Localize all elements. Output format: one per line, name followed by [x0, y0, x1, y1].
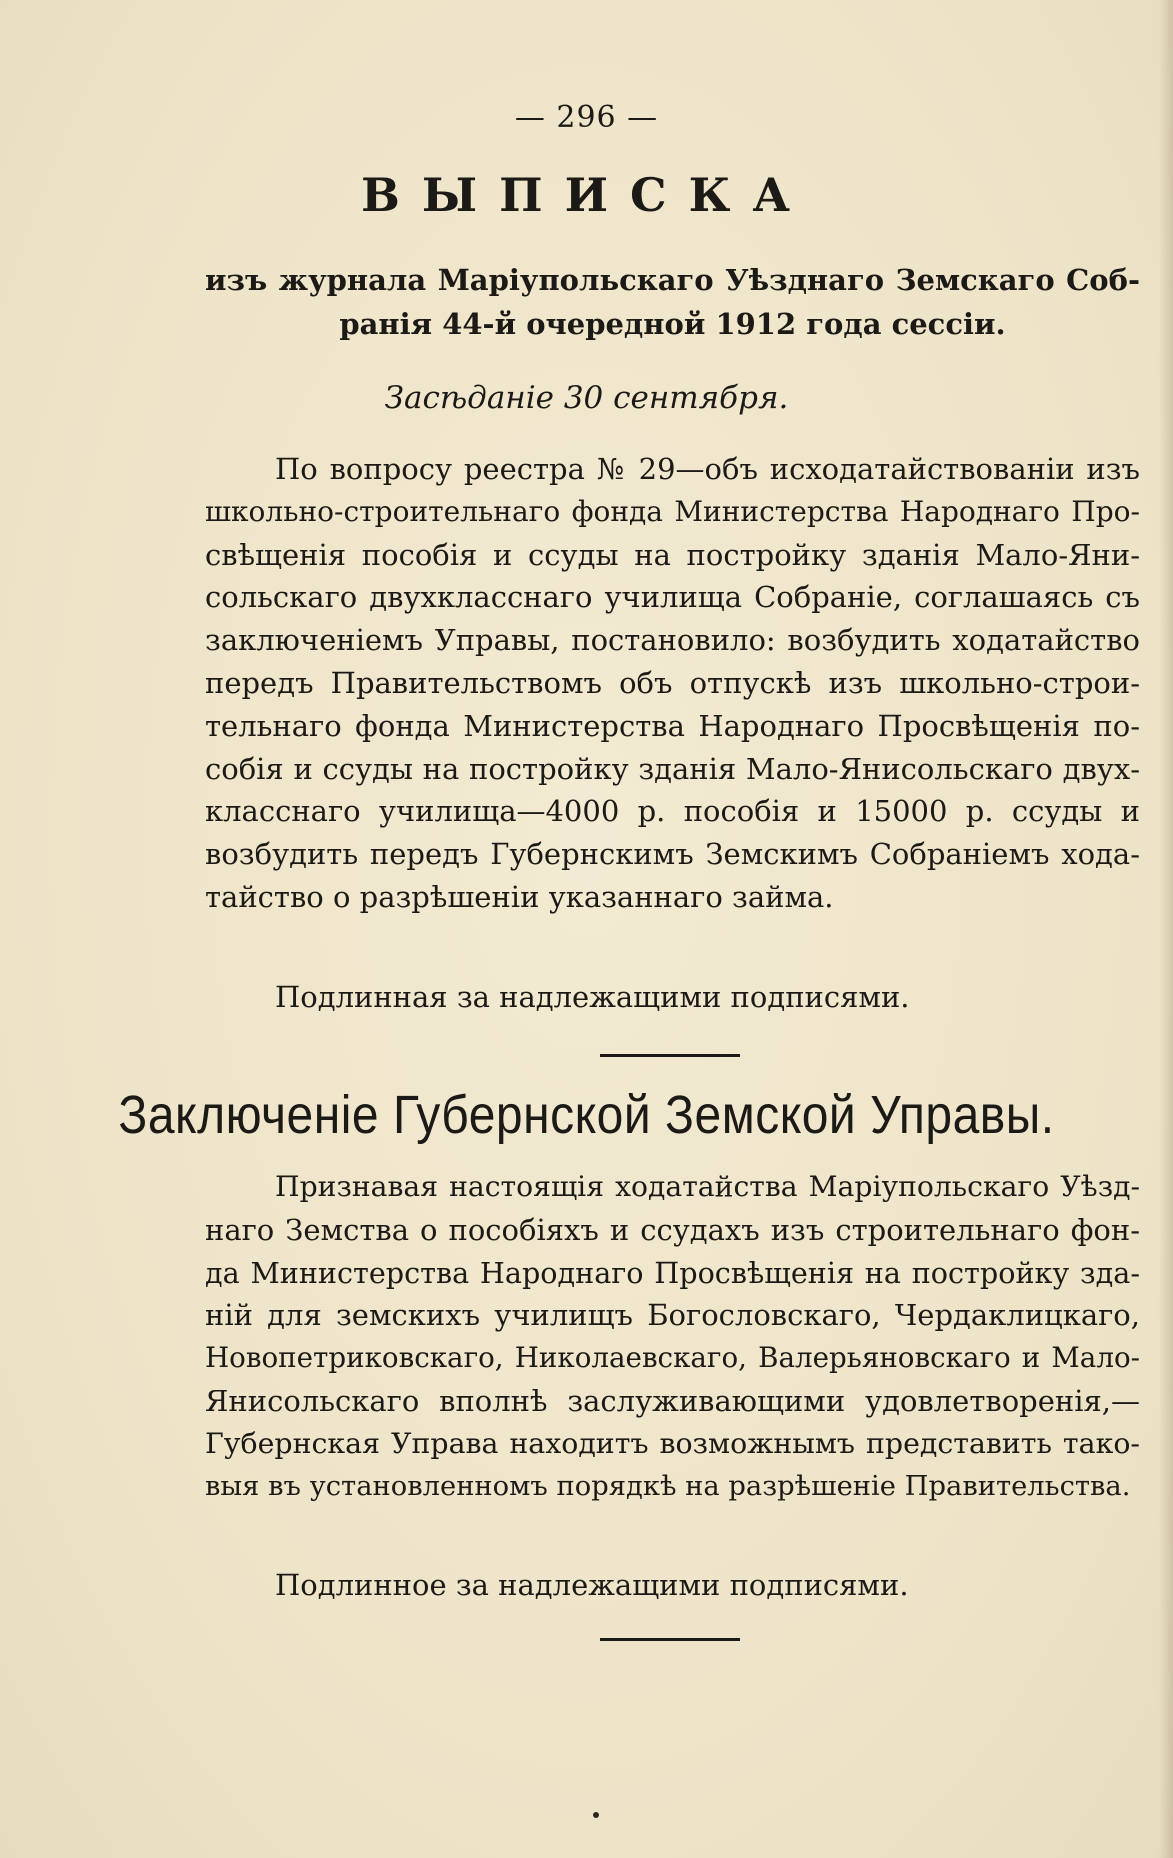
text-line: собія и ссуды на постройку зданія Мало-Янисольскаго двух-	[205, 751, 1140, 786]
signature-note: Подлинное за надлежащими подписями.	[275, 1568, 909, 1602]
text-line: да Министерства Народнаго Просвѣщенія на постройку зда-	[205, 1255, 1140, 1290]
text-line: Губернская Управа находитъ возможнымъ представить тако-	[205, 1426, 1140, 1460]
ink-speck	[593, 1812, 599, 1818]
text-line: школьно-строительнаго фонда Министерства Народнаго Про-	[205, 494, 1140, 528]
paragraph-resolution	[205, 448, 1140, 919]
text-line: наго Земства о пособіяхъ и ссудахъ изъ строительнаго фон-	[205, 1212, 1140, 1247]
page-edge-shadow	[1159, 0, 1173, 1858]
subtitle-line: изъ журнала Маріупольскаго Уѣзднаго Земскаго Соб-	[205, 263, 1140, 297]
section-divider	[600, 1054, 740, 1057]
text-line: возбудить передъ Губернскимъ Земскимъ Собраніемъ хода-	[205, 837, 1140, 872]
signature-note: Подлинная за надлежащими подписями.	[275, 980, 910, 1014]
text-line: По вопросу реестра № 29—объ исходатайствованіи изъ	[275, 452, 1140, 486]
section-heading: Заключеніе Губернской Земской Управы.	[118, 1085, 1055, 1146]
session-date: Засѣданіе 30 сентября.	[384, 380, 789, 416]
text-line: заключеніемъ Управы, постановило: возбудить ходатайство	[205, 623, 1140, 658]
page-number: — 296 —	[514, 100, 659, 135]
text-line: свѣщенія пособія и ссуды на постройку зданія Мало-Яни-	[205, 537, 1140, 572]
subtitle-line: ранія 44-й очередной 1912 года сессіи.	[339, 307, 1006, 341]
text-line: выя въ установленномъ порядкѣ на разрѣшеніе Правительства.	[205, 1470, 1131, 1502]
text-line: Признавая настоящія ходатайства Маріупольскаго Уѣзд-	[275, 1170, 1140, 1203]
section-divider	[600, 1638, 740, 1641]
document-title: ВЫПИСКА	[361, 168, 812, 222]
paragraph-conclusion	[205, 1166, 1140, 1508]
text-line: Янисольскаго вполнѣ заслуживающими удовлетворенія,—	[205, 1383, 1140, 1418]
text-line: передъ Правительствомъ объ отпускѣ изъ школьно-строи-	[205, 665, 1140, 700]
text-line: класснаго училища—4000 р. пособія и 15000 р. ссуды и	[205, 794, 1140, 829]
text-line: Новопетриковскаго, Николаевскаго, Валерьяновскаго и Мало-	[205, 1341, 1140, 1375]
document-subtitle	[205, 258, 1140, 346]
text-line: тайство о разрѣшеніи указаннаго займа.	[205, 879, 834, 914]
text-line: ній для земскихъ училищъ Богословскаго, Чердаклицкаго,	[205, 1298, 1140, 1333]
text-line: сольскаго двухкласснаго училища Собраніе, соглашаясь съ	[205, 580, 1140, 615]
text-line: тельнаго фонда Министерства Народнаго Просвѣщенія по-	[205, 708, 1140, 743]
